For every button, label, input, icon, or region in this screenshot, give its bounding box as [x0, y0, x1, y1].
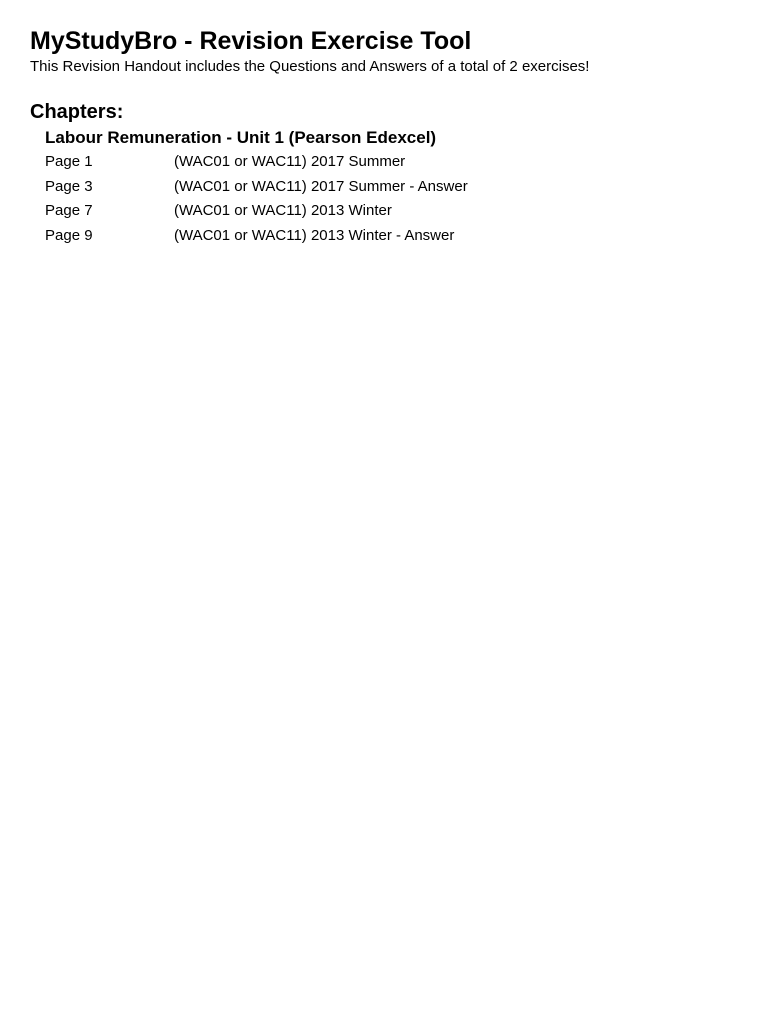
document-title: MyStudyBro - Revision Exercise Tool — [30, 27, 472, 55]
toc-entry-row[interactable] — [45, 150, 748, 175]
toc-entry-name: (WAC01 or WAC11) 2013 Winter - Answer — [174, 226, 455, 244]
toc-entry-row[interactable] — [45, 199, 748, 224]
toc-entry-name: (WAC01 or WAC11) 2017 Summer — [174, 153, 406, 171]
toc-entry-row[interactable] — [45, 224, 748, 249]
toc-entry-name: (WAC01 or WAC11) 2013 Winter — [174, 202, 392, 220]
toc-entry-page: Page 3 — [45, 177, 93, 195]
toc-entry-page: Page 1 — [45, 153, 93, 171]
chapter-title: Labour Remuneration - Unit 1 (Pearson Edexcel) — [45, 128, 437, 147]
toc-entry-page: Page 9 — [45, 226, 93, 244]
toc-entry-row[interactable] — [45, 175, 748, 200]
toc-entry-page: Page 7 — [45, 202, 93, 220]
chapters-heading: Chapters: — [30, 101, 124, 123]
toc-entry-name: (WAC01 or WAC11) 2017 Summer - Answer — [174, 177, 468, 195]
document-subtitle: This Revision Handout includes the Questions and Answers of a total of 2 exercises! — [30, 58, 590, 75]
chapter-block — [45, 128, 748, 248]
handout-page — [30, 26, 748, 248]
